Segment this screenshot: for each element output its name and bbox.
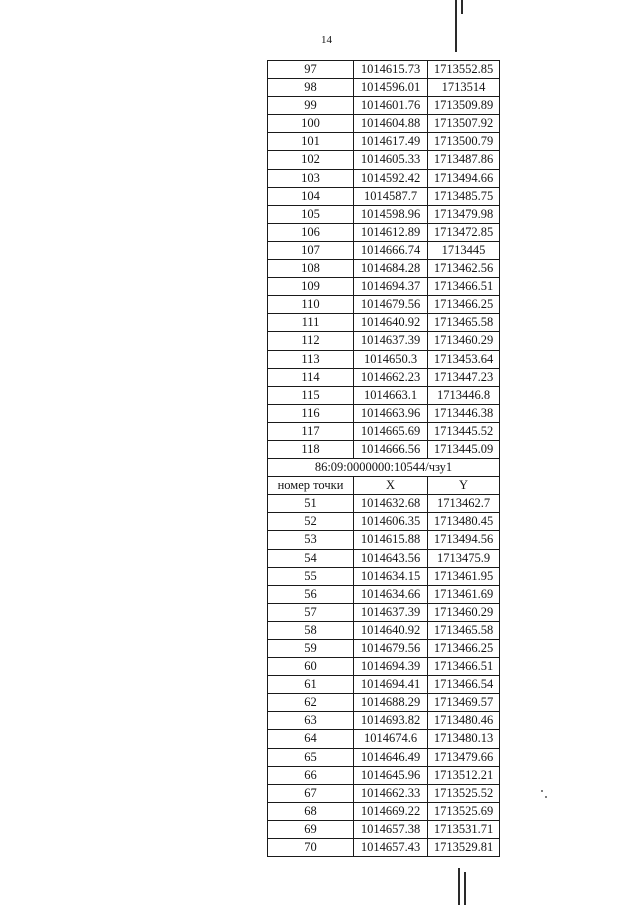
point-number-cell: 112	[268, 332, 354, 350]
y-coordinate-cell: 1713529.81	[428, 839, 500, 857]
x-coordinate-cell: 1014598.96	[354, 206, 428, 224]
section-title-cell: 86:09:0000000:10544/чзу1	[268, 459, 500, 477]
point-number-cell: 55	[268, 568, 354, 586]
point-number-cell: 100	[268, 115, 354, 133]
point-number-cell: 54	[268, 550, 354, 568]
x-coordinate-cell: 1014612.89	[354, 224, 428, 242]
y-coordinate-cell: 1713461.95	[428, 568, 500, 586]
y-coordinate-cell: 1713485.75	[428, 188, 500, 206]
point-number-cell: 59	[268, 640, 354, 658]
point-number-cell: 98	[268, 79, 354, 97]
x-coordinate-cell: 1014640.92	[354, 622, 428, 640]
point-number-cell: 115	[268, 387, 354, 405]
point-number-cell: 116	[268, 405, 354, 423]
point-number-cell: 52	[268, 513, 354, 531]
point-number-cell: 67	[268, 785, 354, 803]
x-coordinate-cell: 1014694.41	[354, 676, 428, 694]
x-coordinate-cell: 1014637.39	[354, 332, 428, 350]
point-number-cell: 105	[268, 206, 354, 224]
x-coordinate-cell: 1014694.37	[354, 278, 428, 296]
y-coordinate-cell: 1713465.58	[428, 622, 500, 640]
coordinates-table	[267, 60, 500, 857]
y-coordinate-cell: 1713466.54	[428, 676, 500, 694]
y-coordinate-cell: 1713512.21	[428, 767, 500, 785]
point-number-cell: 102	[268, 151, 354, 169]
x-coordinate-cell: 1014650.3	[354, 351, 428, 369]
x-coordinate-cell: 1014606.35	[354, 513, 428, 531]
x-coordinate-cell: 1014657.43	[354, 839, 428, 857]
point-number-cell: 111	[268, 314, 354, 332]
point-number-cell: 109	[268, 278, 354, 296]
scan-speck	[541, 790, 543, 792]
point-number-cell: 114	[268, 369, 354, 387]
column-header-point-number: номер точки	[268, 477, 354, 495]
point-number-cell: 103	[268, 170, 354, 188]
point-number-cell: 64	[268, 730, 354, 748]
point-number-cell: 113	[268, 351, 354, 369]
point-number-cell: 106	[268, 224, 354, 242]
point-number-cell: 60	[268, 658, 354, 676]
x-coordinate-cell: 1014615.88	[354, 531, 428, 549]
y-coordinate-cell: 1713480.13	[428, 730, 500, 748]
x-coordinate-cell: 1014666.74	[354, 242, 428, 260]
x-coordinate-cell: 1014663.96	[354, 405, 428, 423]
x-coordinate-cell: 1014634.66	[354, 586, 428, 604]
point-number-cell: 70	[268, 839, 354, 857]
x-coordinate-cell: 1014679.56	[354, 296, 428, 314]
y-coordinate-cell: 1713445.09	[428, 441, 500, 459]
y-coordinate-cell: 1713500.79	[428, 133, 500, 151]
y-coordinate-cell: 1713447.23	[428, 369, 500, 387]
point-number-cell: 65	[268, 749, 354, 767]
x-coordinate-cell: 1014634.15	[354, 568, 428, 586]
point-number-cell: 104	[268, 188, 354, 206]
y-coordinate-cell: 1713525.69	[428, 803, 500, 821]
y-coordinate-cell: 1713460.29	[428, 604, 500, 622]
y-coordinate-cell: 1713465.58	[428, 314, 500, 332]
point-number-cell: 117	[268, 423, 354, 441]
x-coordinate-cell: 1014662.33	[354, 785, 428, 803]
x-coordinate-cell: 1014643.56	[354, 550, 428, 568]
y-coordinate-cell: 1713462.56	[428, 260, 500, 278]
x-coordinate-cell: 1014665.69	[354, 423, 428, 441]
x-coordinate-cell: 1014674.6	[354, 730, 428, 748]
x-coordinate-cell: 1014693.82	[354, 712, 428, 730]
y-coordinate-cell: 1713445.52	[428, 423, 500, 441]
point-number-cell: 108	[268, 260, 354, 278]
x-coordinate-cell: 1014663.1	[354, 387, 428, 405]
scan-binding-mark-bottom	[458, 868, 460, 905]
y-coordinate-cell: 1713552.85	[428, 61, 500, 79]
y-coordinate-cell: 1713479.66	[428, 749, 500, 767]
x-coordinate-cell: 1014657.38	[354, 821, 428, 839]
scan-speck	[545, 796, 547, 798]
y-coordinate-cell: 1713466.25	[428, 640, 500, 658]
y-coordinate-cell: 1713480.46	[428, 712, 500, 730]
point-number-cell: 57	[268, 604, 354, 622]
y-coordinate-cell: 1713480.45	[428, 513, 500, 531]
y-coordinate-cell: 1713446.38	[428, 405, 500, 423]
x-coordinate-cell: 1014605.33	[354, 151, 428, 169]
y-coordinate-cell: 1713466.51	[428, 658, 500, 676]
y-coordinate-cell: 1713446.8	[428, 387, 500, 405]
point-number-cell: 69	[268, 821, 354, 839]
point-number-cell: 101	[268, 133, 354, 151]
scan-binding-mark-top-2	[461, 0, 463, 14]
x-coordinate-cell: 1014592.42	[354, 170, 428, 188]
point-number-cell: 63	[268, 712, 354, 730]
point-number-cell: 97	[268, 61, 354, 79]
x-coordinate-cell: 1014688.29	[354, 694, 428, 712]
point-number-cell: 58	[268, 622, 354, 640]
scan-binding-mark-bottom-2	[464, 872, 466, 905]
x-coordinate-cell: 1014617.49	[354, 133, 428, 151]
point-number-cell: 68	[268, 803, 354, 821]
point-number-cell: 110	[268, 296, 354, 314]
y-coordinate-cell: 1713460.29	[428, 332, 500, 350]
point-number-cell: 66	[268, 767, 354, 785]
point-number-cell: 107	[268, 242, 354, 260]
x-coordinate-cell: 1014601.76	[354, 97, 428, 115]
y-coordinate-cell: 1713494.66	[428, 170, 500, 188]
x-coordinate-cell: 1014666.56	[354, 441, 428, 459]
y-coordinate-cell: 1713514	[428, 79, 500, 97]
y-coordinate-cell: 1713509.89	[428, 97, 500, 115]
scan-binding-mark-top	[455, 0, 457, 52]
y-coordinate-cell: 1713507.92	[428, 115, 500, 133]
x-coordinate-cell: 1014604.88	[354, 115, 428, 133]
x-coordinate-cell: 1014646.49	[354, 749, 428, 767]
y-coordinate-cell: 1713466.51	[428, 278, 500, 296]
column-header-y: Y	[428, 477, 500, 495]
x-coordinate-cell: 1014587.7	[354, 188, 428, 206]
x-coordinate-cell: 1014645.96	[354, 767, 428, 785]
x-coordinate-cell: 1014662.23	[354, 369, 428, 387]
y-coordinate-cell: 1713461.69	[428, 586, 500, 604]
page-number: 14	[321, 34, 332, 46]
point-number-cell: 61	[268, 676, 354, 694]
point-number-cell: 62	[268, 694, 354, 712]
point-number-cell: 51	[268, 495, 354, 513]
y-coordinate-cell: 1713466.25	[428, 296, 500, 314]
x-coordinate-cell: 1014640.92	[354, 314, 428, 332]
y-coordinate-cell: 1713494.56	[428, 531, 500, 549]
y-coordinate-cell: 1713479.98	[428, 206, 500, 224]
point-number-cell: 99	[268, 97, 354, 115]
y-coordinate-cell: 1713487.86	[428, 151, 500, 169]
point-number-cell: 53	[268, 531, 354, 549]
x-coordinate-cell: 1014679.56	[354, 640, 428, 658]
y-coordinate-cell: 1713472.85	[428, 224, 500, 242]
y-coordinate-cell: 1713469.57	[428, 694, 500, 712]
x-coordinate-cell: 1014615.73	[354, 61, 428, 79]
x-coordinate-cell: 1014684.28	[354, 260, 428, 278]
y-coordinate-cell: 1713475.9	[428, 550, 500, 568]
y-coordinate-cell: 1713445	[428, 242, 500, 260]
y-coordinate-cell: 1713531.71	[428, 821, 500, 839]
column-header-x: X	[354, 477, 428, 495]
y-coordinate-cell: 1713453.64	[428, 351, 500, 369]
point-number-cell: 56	[268, 586, 354, 604]
x-coordinate-cell: 1014669.22	[354, 803, 428, 821]
point-number-cell: 118	[268, 441, 354, 459]
x-coordinate-cell: 1014596.01	[354, 79, 428, 97]
y-coordinate-cell: 1713525.52	[428, 785, 500, 803]
x-coordinate-cell: 1014632.68	[354, 495, 428, 513]
y-coordinate-cell: 1713462.7	[428, 495, 500, 513]
x-coordinate-cell: 1014637.39	[354, 604, 428, 622]
x-coordinate-cell: 1014694.39	[354, 658, 428, 676]
